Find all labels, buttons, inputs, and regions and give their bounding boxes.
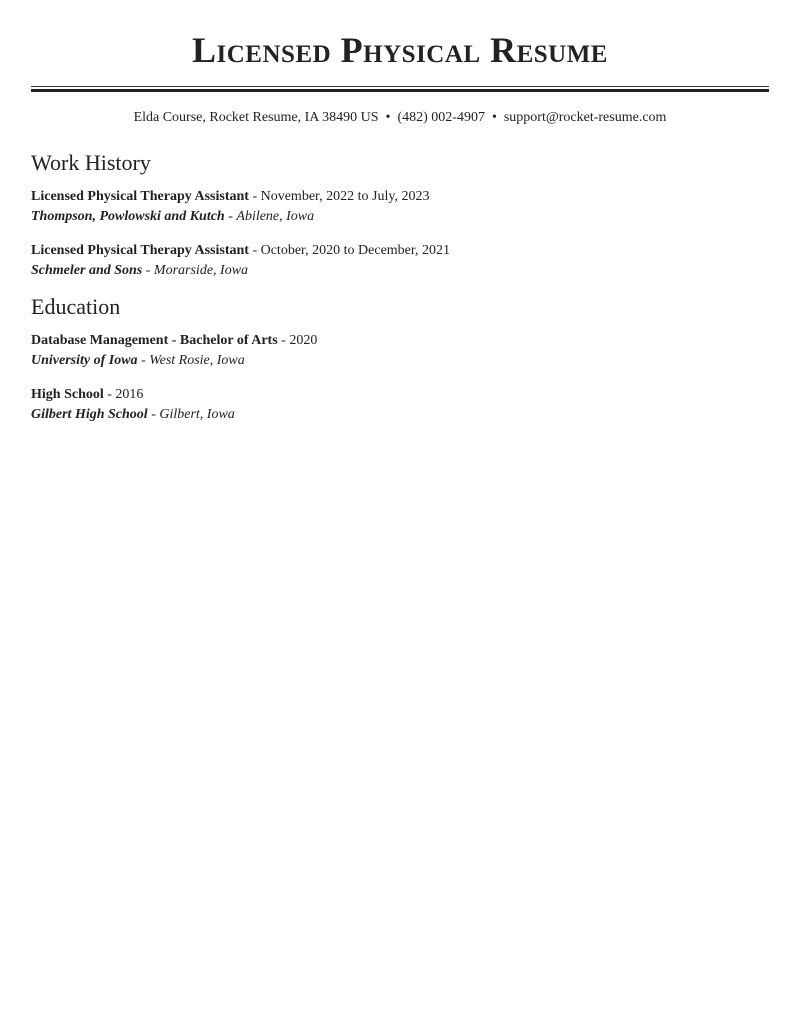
education-heading: Education [31, 294, 121, 319]
work-entry-header [31, 187, 769, 207]
work-entry-header [31, 241, 769, 261]
graduation-year: 2020 [289, 333, 318, 348]
education-entry-school [31, 405, 769, 425]
work-entry [31, 241, 769, 281]
degree-title: Database Management - Bachelor of Arts [31, 333, 278, 348]
job-title: Licensed Physical Therapy Assistant [31, 189, 249, 204]
school-location: Gilbert, Iowa [159, 407, 235, 422]
job-dates: November, 2022 to July, 2023 [260, 189, 430, 204]
company-name: Thompson, Powlowski and Kutch [31, 209, 225, 224]
education-section [31, 293, 769, 425]
education-entry [31, 331, 769, 371]
contact-separator: • [385, 110, 391, 125]
job-title: Licensed Physical Therapy Assistant [31, 243, 249, 258]
education-entry-school [31, 351, 769, 371]
degree-title: High School [31, 387, 104, 402]
dash: - [147, 407, 160, 422]
work-entry [31, 187, 769, 227]
company-location: Abilene, Iowa [236, 209, 315, 224]
dash: - [248, 189, 261, 204]
dash: - [248, 243, 261, 258]
school-name: University of Iowa [31, 353, 138, 368]
company-location: Morarside, Iowa [153, 263, 249, 278]
title-divider [31, 86, 769, 92]
dash: - [142, 263, 154, 278]
contact-address: Elda Course, Rocket Resume, IA 38490 US [133, 110, 379, 125]
contact-phone: (482) 002-4907 [397, 110, 485, 125]
work-history-section [31, 149, 769, 281]
work-entry-employer [31, 207, 769, 227]
resume-title: Licensed Physical Resume [192, 30, 608, 70]
work-entry-employer [31, 261, 769, 281]
company-name: Schmeler and Sons [31, 263, 143, 278]
dash: - [137, 353, 150, 368]
school-name: Gilbert High School [31, 407, 148, 422]
dash: - [224, 209, 237, 224]
school-location: West Rosie, Iowa [149, 353, 245, 368]
contact-separator: • [491, 110, 497, 125]
job-dates: October, 2020 to December, 2021 [260, 243, 450, 258]
education-entry [31, 385, 769, 425]
dash: - [103, 387, 116, 402]
education-entry-header [31, 385, 769, 405]
education-entry-header [31, 331, 769, 351]
contact-line [31, 109, 769, 127]
dash: - [277, 333, 290, 348]
graduation-year: 2016 [115, 387, 144, 402]
work-history-heading: Work History [31, 150, 151, 175]
contact-email: support@rocket-resume.com [503, 110, 667, 125]
